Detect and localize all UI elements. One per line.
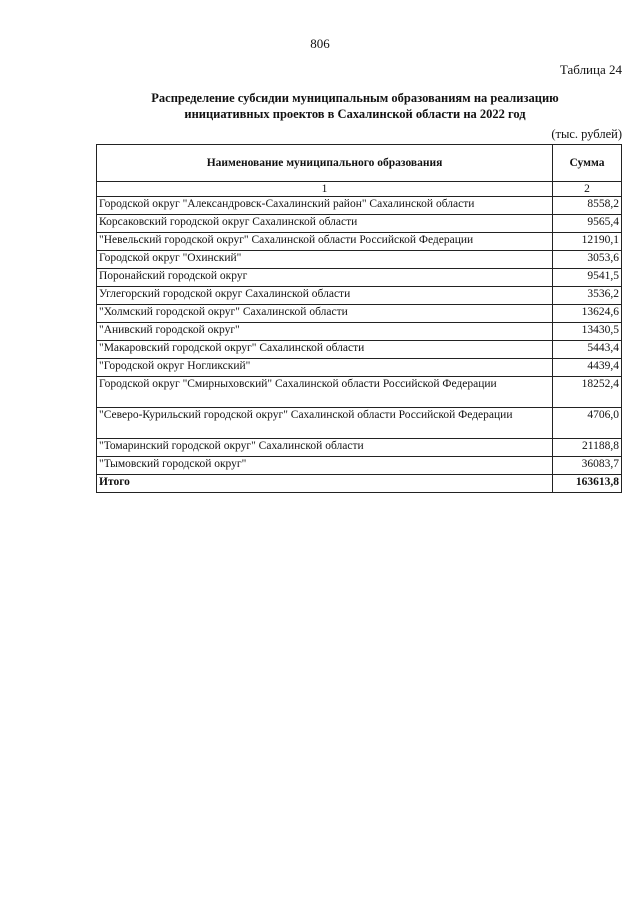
column-index-name: 1 — [97, 182, 553, 197]
header-row — [97, 145, 622, 182]
table-row — [97, 341, 622, 359]
row-name: Городской округ "Охинский" — [97, 251, 553, 269]
table-row — [97, 287, 622, 305]
page-number: 806 — [310, 36, 330, 51]
table-row — [97, 439, 622, 457]
row-name: Городской округ "Смирныховский" Сахалинской области Российской Федерации — [97, 377, 553, 408]
table-row — [97, 305, 622, 323]
row-sum: 36083,7 — [553, 457, 622, 475]
row-sum: 5443,4 — [553, 341, 622, 359]
row-name: "Северо-Курильский городской округ" Сахалинской области Российской Федерации — [97, 408, 553, 439]
row-sum: 8558,2 — [553, 197, 622, 215]
row-sum: 13430,5 — [553, 323, 622, 341]
row-sum: 13624,6 — [553, 305, 622, 323]
row-sum: 21188,8 — [553, 439, 622, 457]
document-title: Распределение субсидии муниципальным образованиям на реализацию инициативных проектов в Сахалинской области на 2022 год — [151, 91, 559, 121]
column-index-row — [97, 182, 622, 197]
table-row — [97, 269, 622, 287]
total-label: Итого — [97, 475, 553, 493]
header-sum: Сумма — [553, 145, 622, 182]
total-row — [97, 475, 622, 493]
row-name: Городской округ "Александровск-Сахалинский район" Сахалинской области — [97, 197, 553, 215]
row-name: "Томаринский городской округ" Сахалинской области — [97, 439, 553, 457]
row-name: "Городской округ Ногликский" — [97, 359, 553, 377]
table-row — [97, 377, 622, 408]
row-name: Поронайский городской округ — [97, 269, 553, 287]
row-name: "Тымовский городской округ" — [97, 457, 553, 475]
subsidy-table — [96, 144, 622, 493]
row-sum: 12190,1 — [553, 233, 622, 251]
table-row — [97, 408, 622, 439]
table-row — [97, 215, 622, 233]
column-index-sum: 2 — [553, 182, 622, 197]
row-name: "Невельский городской округ" Сахалинской области Российской Федерации — [97, 233, 553, 251]
table-row — [97, 359, 622, 377]
total-sum: 163613,8 — [553, 475, 622, 493]
header-name: Наименование муниципального образования — [97, 145, 553, 182]
table-row — [97, 251, 622, 269]
row-name: "Анивский городской округ" — [97, 323, 553, 341]
table-row — [97, 457, 622, 475]
row-sum: 3536,2 — [553, 287, 622, 305]
row-sum: 3053,6 — [553, 251, 622, 269]
table-row — [97, 233, 622, 251]
row-sum: 4706,0 — [553, 408, 622, 439]
row-sum: 4439,4 — [553, 359, 622, 377]
row-name: Корсаковский городской округ Сахалинской области — [97, 215, 553, 233]
table-row — [97, 197, 622, 215]
table-row — [97, 323, 622, 341]
table-number: Таблица 24 — [559, 62, 622, 77]
row-sum: 9565,4 — [553, 215, 622, 233]
row-sum: 9541,5 — [553, 269, 622, 287]
units-label: (тыс. рублей) — [551, 127, 622, 141]
row-name: Углегорский городской округ Сахалинской области — [97, 287, 553, 305]
row-name: "Макаровский городской округ" Сахалинской области — [97, 341, 553, 359]
row-sum: 18252,4 — [553, 377, 622, 408]
row-name: "Холмский городской округ" Сахалинской области — [97, 305, 553, 323]
